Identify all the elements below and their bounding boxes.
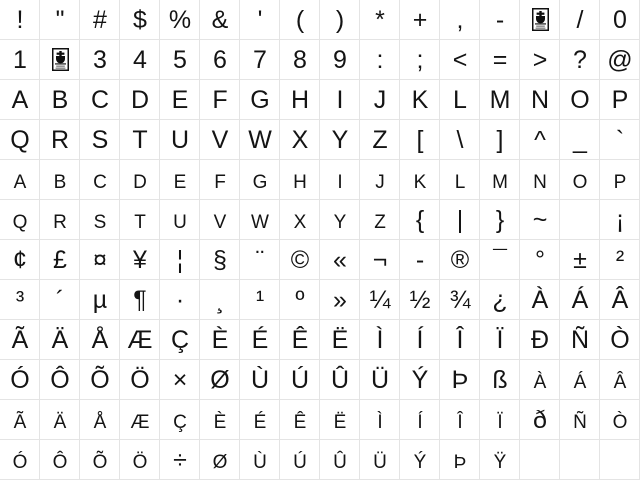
glyph-cell: %	[160, 0, 200, 40]
glyph-cell: Ñ	[560, 320, 600, 360]
small-cap-glyph: Û	[333, 452, 347, 473]
glyph-cell: 3	[80, 40, 120, 80]
glyph-cell	[560, 360, 600, 400]
glyph-cell: Ü	[360, 360, 400, 400]
small-cap-glyph: V	[213, 212, 227, 233]
glyph-cell: »	[320, 280, 360, 320]
glyph-cell: )	[320, 0, 360, 40]
glyph-cell	[200, 160, 240, 200]
glyph-cell	[160, 200, 200, 240]
glyph-cell	[120, 160, 160, 200]
glyph-cell: ®	[440, 240, 480, 280]
glyph-cell	[80, 160, 120, 200]
glyph-cell: |	[440, 200, 480, 240]
glyph-cell	[480, 160, 520, 200]
small-cap-glyph: Ó	[12, 452, 28, 473]
glyph-cell: `	[600, 120, 640, 160]
glyph-cell	[160, 160, 200, 200]
glyph-cell: \	[440, 120, 480, 160]
small-cap-glyph: Þ	[453, 452, 467, 473]
glyph-cell: :	[360, 40, 400, 80]
glyph-cell: ð	[520, 400, 560, 440]
glyph-cell: £	[40, 240, 80, 280]
small-cap-glyph: N	[533, 172, 547, 193]
glyph-cell	[240, 200, 280, 240]
glyph-cell: Ã	[0, 320, 40, 360]
glyph-cell: ´	[40, 280, 80, 320]
glyph-cell: «	[320, 240, 360, 280]
glyph-cell: Ó	[0, 360, 40, 400]
glyph-cell: W	[240, 120, 280, 160]
glyph-cell: Ì	[360, 320, 400, 360]
glyph-cell: Í	[400, 320, 440, 360]
glyph-cell: Ö	[120, 360, 160, 400]
glyph-cell: Ý	[400, 360, 440, 400]
glyph-cell	[280, 440, 320, 480]
small-cap-glyph: Î	[457, 412, 463, 433]
small-cap-glyph: Ì	[377, 412, 383, 433]
small-cap-glyph: Ÿ	[493, 452, 507, 473]
glyph-cell	[320, 400, 360, 440]
glyph-cell: ¸	[200, 280, 240, 320]
glyph-cell	[440, 400, 480, 440]
glyph-cell	[80, 400, 120, 440]
glyph-cell	[240, 440, 280, 480]
glyph-cell	[520, 360, 560, 400]
glyph-cell: R	[40, 120, 80, 160]
glyph-cell	[0, 400, 40, 440]
small-cap-glyph: Ü	[373, 452, 387, 473]
glyph-cell	[520, 0, 560, 40]
small-cap-glyph: R	[53, 212, 67, 233]
glyph-cell	[280, 200, 320, 240]
glyph-cell: E	[160, 80, 200, 120]
glyph-cell: ¦	[160, 240, 200, 280]
glyph-cell: >	[520, 40, 560, 80]
glyph-cell: ±	[560, 240, 600, 280]
glyph-cell: =	[480, 40, 520, 80]
glyph-cell: [	[400, 120, 440, 160]
glyph-cell: ¬	[360, 240, 400, 280]
small-cap-glyph: Y	[333, 212, 347, 233]
glyph-cell: *	[360, 0, 400, 40]
glyph-cell: À	[520, 280, 560, 320]
glyph-cell: -	[480, 0, 520, 40]
small-cap-glyph: Í	[417, 412, 423, 433]
small-cap-glyph: S	[93, 212, 107, 233]
glyph-cell: Z	[360, 120, 400, 160]
glyph-cell: Î	[440, 320, 480, 360]
glyph-cell: ÷	[160, 440, 200, 480]
glyph-cell: ¿	[480, 280, 520, 320]
glyph-cell: 0	[600, 0, 640, 40]
glyph-cell	[560, 400, 600, 440]
glyph-cell	[40, 200, 80, 240]
small-cap-glyph: Ï	[497, 412, 503, 433]
glyph-cell: ¥	[120, 240, 160, 280]
glyph-cell: 9	[320, 40, 360, 80]
small-cap-glyph: Õ	[92, 452, 108, 473]
glyph-cell: <	[440, 40, 480, 80]
glyph-cell: ©	[280, 240, 320, 280]
glyph-cell	[40, 400, 80, 440]
glyph-cell	[0, 440, 40, 480]
glyph-cell: I	[320, 80, 360, 120]
glyph-cell	[600, 400, 640, 440]
glyph-cell	[480, 440, 520, 480]
small-cap-glyph: Z	[374, 212, 386, 233]
glyph-cell: O	[560, 80, 600, 120]
small-cap-glyph: Ç	[173, 412, 187, 433]
glyph-cell: C	[80, 80, 120, 120]
glyph-cell: 4	[120, 40, 160, 80]
glyph-cell: _	[560, 120, 600, 160]
glyph-cell	[320, 160, 360, 200]
glyph-cell: J	[360, 80, 400, 120]
glyph-cell	[600, 160, 640, 200]
glyph-cell: ]	[480, 120, 520, 160]
image-glyph-icon	[52, 48, 69, 71]
glyph-cell: Ò	[600, 320, 640, 360]
glyph-cell: 8	[280, 40, 320, 80]
small-cap-glyph: Ñ	[573, 412, 587, 433]
glyph-cell	[360, 400, 400, 440]
glyph-cell	[240, 400, 280, 440]
glyph-cell	[360, 440, 400, 480]
glyph-cell: ¡	[600, 200, 640, 240]
glyph-cell: F	[200, 80, 240, 120]
small-cap-glyph: X	[293, 212, 307, 233]
glyph-cell	[360, 200, 400, 240]
glyph-cell: ß	[480, 360, 520, 400]
glyph-cell: Õ	[80, 360, 120, 400]
small-cap-glyph: Ë	[333, 412, 347, 433]
glyph-cell: ¾	[440, 280, 480, 320]
glyph-cell: L	[440, 80, 480, 120]
glyph-cell: Û	[320, 360, 360, 400]
glyph-cell	[400, 440, 440, 480]
glyph-cell	[40, 160, 80, 200]
glyph-cell: Ù	[240, 360, 280, 400]
glyph-cell: Ç	[160, 320, 200, 360]
small-cap-glyph: P	[613, 172, 627, 193]
image-glyph-icon	[532, 8, 549, 31]
small-cap-glyph: Q	[12, 212, 28, 233]
glyph-cell	[280, 160, 320, 200]
glyph-cell: Ð	[520, 320, 560, 360]
glyph-cell: Ä	[40, 320, 80, 360]
small-cap-glyph: Ø	[212, 452, 228, 473]
small-cap-glyph: È	[213, 412, 227, 433]
small-cap-glyph: M	[492, 172, 508, 193]
glyph-cell: Ê	[280, 320, 320, 360]
glyph-cell: ¨	[240, 240, 280, 280]
glyph-cell: B	[40, 80, 80, 120]
small-cap-glyph: D	[133, 172, 147, 193]
small-cap-glyph: E	[173, 172, 187, 193]
glyph-cell: K	[400, 80, 440, 120]
glyph-cell: È	[200, 320, 240, 360]
glyph-cell	[600, 360, 640, 400]
glyph-cell: 6	[200, 40, 240, 80]
glyph-cell	[40, 40, 80, 80]
glyph-cell: S	[80, 120, 120, 160]
glyph-cell: ¢	[0, 240, 40, 280]
glyph-cell: $	[120, 0, 160, 40]
glyph-cell: @	[600, 40, 640, 80]
glyph-cell: ¤	[80, 240, 120, 280]
small-cap-glyph: À	[533, 372, 547, 393]
glyph-cell	[40, 440, 80, 480]
glyph-cell: Á	[560, 280, 600, 320]
glyph-cell: '	[240, 0, 280, 40]
glyph-cell: ½	[400, 280, 440, 320]
glyph-cell: É	[240, 320, 280, 360]
glyph-cell: V	[200, 120, 240, 160]
glyph-cell	[120, 400, 160, 440]
small-cap-glyph: Ä	[53, 412, 67, 433]
glyph-cell: ^	[520, 120, 560, 160]
glyph-cell	[520, 440, 560, 480]
glyph-cell: Ú	[280, 360, 320, 400]
glyph-cell: Ø	[200, 360, 240, 400]
glyph-cell: Ï	[480, 320, 520, 360]
glyph-cell	[80, 440, 120, 480]
glyph-cell: A	[0, 80, 40, 120]
glyph-cell: {	[400, 200, 440, 240]
glyph-cell: (	[280, 0, 320, 40]
small-cap-glyph: U	[173, 212, 187, 233]
glyph-cell: Q	[0, 120, 40, 160]
glyph-cell	[560, 160, 600, 200]
glyph-cell: 1	[0, 40, 40, 80]
small-cap-glyph: W	[251, 212, 269, 233]
glyph-cell: Å	[80, 320, 120, 360]
small-cap-glyph: Ý	[413, 452, 427, 473]
glyph-cell	[440, 440, 480, 480]
glyph-cell: H	[280, 80, 320, 120]
small-cap-glyph: Å	[93, 412, 107, 433]
glyph-cell	[120, 200, 160, 240]
small-cap-glyph: H	[293, 172, 307, 193]
glyph-cell: M	[480, 80, 520, 120]
glyph-cell	[200, 200, 240, 240]
glyph-cell: ×	[160, 360, 200, 400]
small-cap-glyph: Ã	[13, 412, 27, 433]
glyph-cell: X	[280, 120, 320, 160]
glyph-cell	[400, 160, 440, 200]
small-cap-glyph: Â	[613, 372, 627, 393]
glyph-cell: G	[240, 80, 280, 120]
glyph-cell: "	[40, 0, 80, 40]
glyph-cell: ,	[440, 0, 480, 40]
small-cap-glyph: A	[13, 172, 27, 193]
glyph-cell	[0, 200, 40, 240]
glyph-cell	[160, 400, 200, 440]
glyph-cell	[320, 440, 360, 480]
glyph-cell: Æ	[120, 320, 160, 360]
glyph-cell: /	[560, 0, 600, 40]
glyph-cell: ²	[600, 240, 640, 280]
glyph-cell: 7	[240, 40, 280, 80]
glyph-cell: !	[0, 0, 40, 40]
glyph-cell	[440, 160, 480, 200]
glyph-cell: ¹	[240, 280, 280, 320]
glyph-cell: Â	[600, 280, 640, 320]
glyph-cell: P	[600, 80, 640, 120]
glyph-cell: D	[120, 80, 160, 120]
glyph-cell	[120, 440, 160, 480]
small-cap-glyph: Ö	[132, 452, 148, 473]
glyph-cell	[560, 200, 600, 240]
small-cap-glyph: Ú	[293, 452, 307, 473]
glyph-cell	[0, 160, 40, 200]
glyph-cell	[560, 440, 600, 480]
small-cap-glyph: B	[53, 172, 67, 193]
glyph-cell	[200, 400, 240, 440]
glyph-cell: º	[280, 280, 320, 320]
small-cap-glyph: Ô	[52, 452, 68, 473]
small-cap-glyph: I	[337, 172, 343, 193]
glyph-cell: ·	[160, 280, 200, 320]
glyph-cell: Þ	[440, 360, 480, 400]
glyph-cell: ¶	[120, 280, 160, 320]
glyph-cell: T	[120, 120, 160, 160]
small-cap-glyph: Ò	[612, 412, 628, 433]
glyph-cell: &	[200, 0, 240, 40]
glyph-cell: }	[480, 200, 520, 240]
glyph-cell	[520, 160, 560, 200]
glyph-cell: 5	[160, 40, 200, 80]
small-cap-glyph: C	[93, 172, 107, 193]
small-cap-glyph: L	[454, 172, 466, 193]
glyph-cell	[200, 440, 240, 480]
glyph-cell: ³	[0, 280, 40, 320]
glyph-cell: #	[80, 0, 120, 40]
small-cap-glyph: Á	[573, 372, 587, 393]
glyph-cell	[80, 200, 120, 240]
glyph-cell: §	[200, 240, 240, 280]
small-cap-glyph: T	[134, 212, 146, 233]
glyph-cell: +	[400, 0, 440, 40]
glyph-cell: µ	[80, 280, 120, 320]
glyph-cell	[280, 400, 320, 440]
glyph-cell	[320, 200, 360, 240]
glyph-cell	[600, 440, 640, 480]
small-cap-glyph: O	[572, 172, 588, 193]
glyph-cell: U	[160, 120, 200, 160]
glyph-cell	[480, 400, 520, 440]
glyph-cell: °	[520, 240, 560, 280]
small-cap-glyph: Æ	[130, 412, 150, 433]
glyph-cell: -	[400, 240, 440, 280]
glyph-cell: ;	[400, 40, 440, 80]
small-cap-glyph: Ù	[253, 452, 267, 473]
small-cap-glyph: K	[413, 172, 427, 193]
glyph-cell: ¼	[360, 280, 400, 320]
glyph-cell	[400, 400, 440, 440]
small-cap-glyph: G	[252, 172, 268, 193]
small-cap-glyph: F	[214, 172, 226, 193]
small-cap-glyph: J	[375, 172, 385, 193]
glyph-cell: Ë	[320, 320, 360, 360]
glyph-cell	[360, 160, 400, 200]
glyph-cell: ~	[520, 200, 560, 240]
glyph-cell: ?	[560, 40, 600, 80]
glyph-cell: ¯	[480, 240, 520, 280]
small-cap-glyph: É	[253, 412, 267, 433]
small-cap-glyph: Ê	[293, 412, 307, 433]
glyph-cell: Ô	[40, 360, 80, 400]
glyph-cell: N	[520, 80, 560, 120]
glyph-cell	[240, 160, 280, 200]
glyph-cell: Y	[320, 120, 360, 160]
